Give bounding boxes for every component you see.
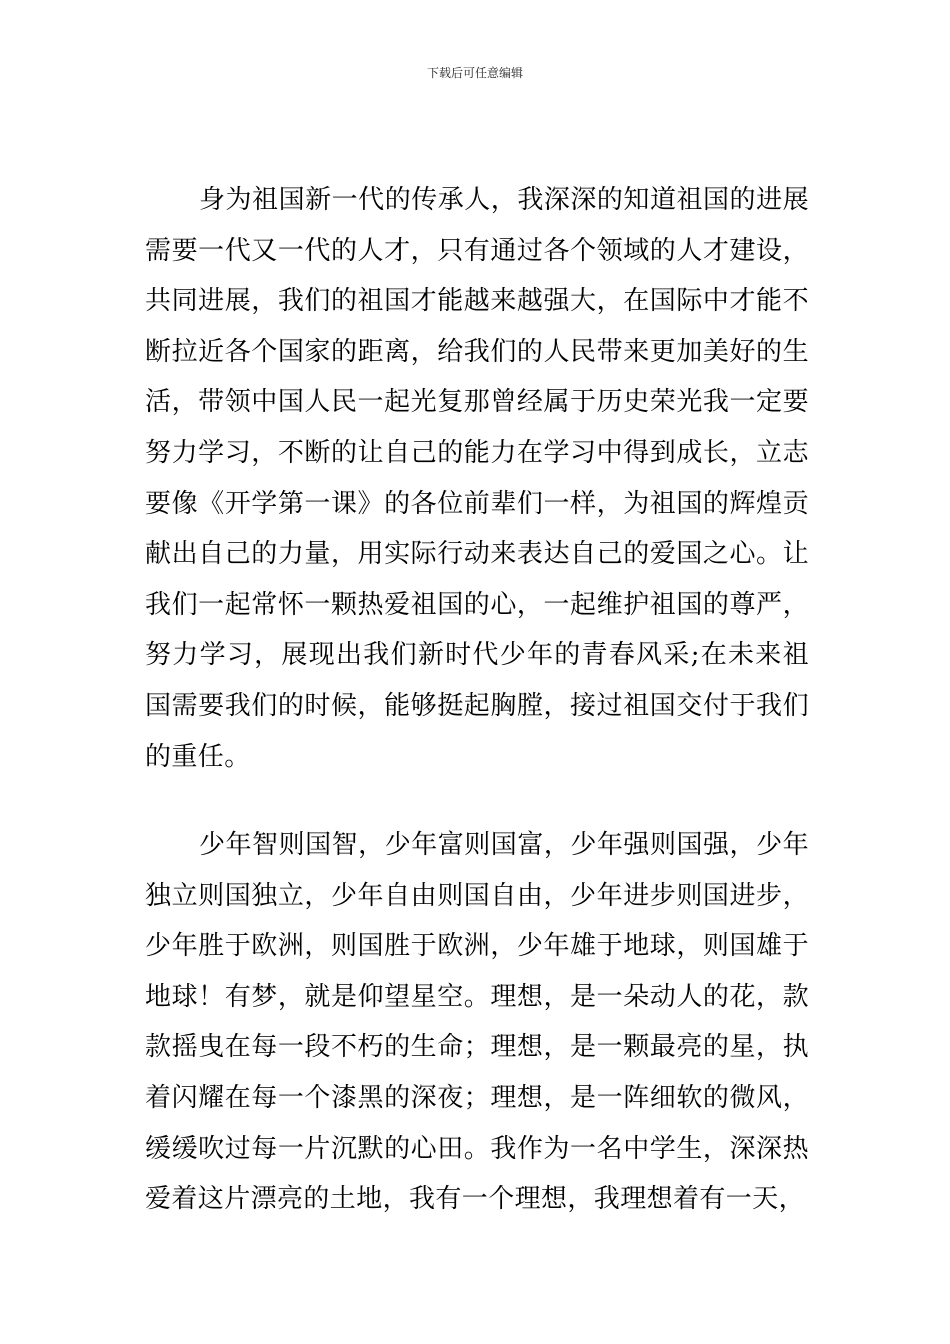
paragraph-block	[145, 820, 809, 1225]
paragraph-block	[145, 175, 809, 782]
body-paragraph: 身为祖国新一代的传承人，我深深的知道祖国的进展需要一代又一代的人才，只有通过各个领域的人才建设，共同进展，我们的祖国才能越来越强大，在国际中才能不断拉近各个国家的距离，给我们的人民带来更加美好的生活，带领中国人民一起光复那曾经属于历史荣光我一定要努力学习，不断的让自己的能力在学习中得到成长，立志要像《开学第一课》的各位前辈们一样，为祖国的辉煌贡献出自己的力量，用实际行动来表达自己的爱国之心。让我们一起常怀一颗热爱祖国的心，一起维护祖国的尊严，努力学习，展现出我们新时代少年的青春风采;在未来祖国需要我们的时候，能够挺起胸膛，接过祖国交付于我们的重任。	[145, 185, 809, 772]
body-paragraph: 少年智则国智，少年富则国富，少年强则国强，少年独立则国独立，少年自由则国自由，少年进步则国进步，少年胜于欧洲，则国胜于欧洲，少年雄于地球，则国雄于地球！有梦，就是仰望星空。理想，是一朵动人的花，款款摇曳在每一段不朽的生命；理想，是一颗最亮的星，执着闪耀在每一个漆黑的深夜；理想，是一阵细软的微风，缓缓吹过每一片沉默的心田。我作为一名中学生，深深热爱着这片漂亮的土地，我有一个理想，我理想着有一天，	[145, 830, 809, 1215]
page-header: 下载后可任意编辑	[426, 66, 523, 80]
